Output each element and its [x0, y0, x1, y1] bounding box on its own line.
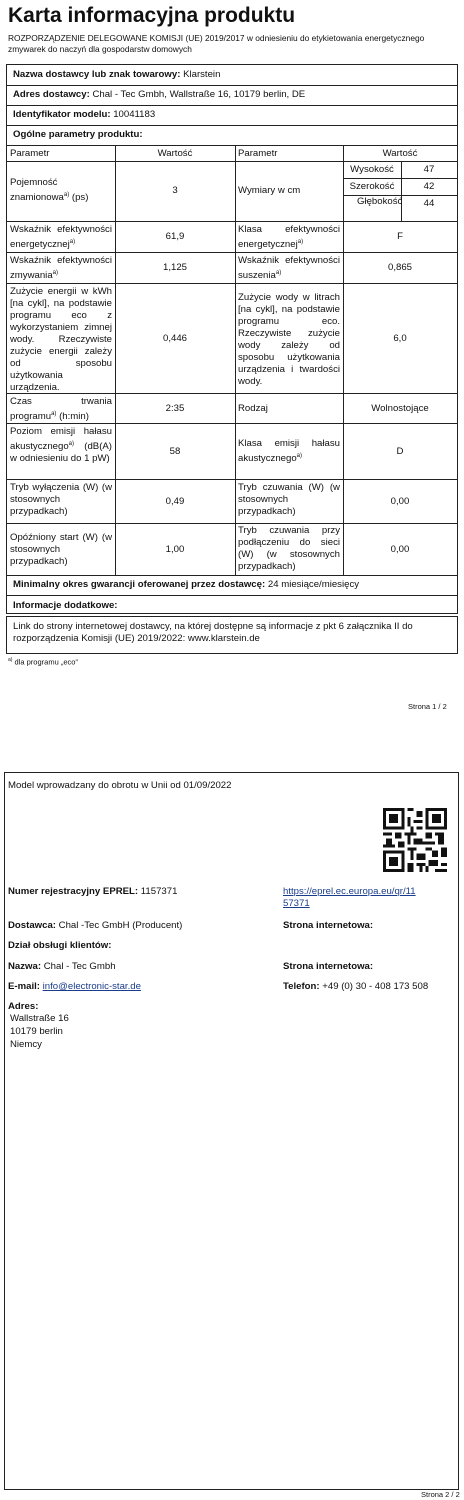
model-label: Identyfikator modelu:: [13, 109, 111, 120]
delay-start-label: Opóźniony start (W) (w stosownych przypadkach): [10, 532, 112, 567]
qr-code-icon: [383, 808, 447, 872]
type-label: Rodzaj: [238, 403, 268, 414]
address-label-2: Adres:: [8, 1001, 39, 1012]
capacity-label: Pojemność znamionowa$^{a)}$ (ps): [10, 177, 89, 204]
energy-consumption-value: 0,446: [162, 333, 187, 344]
page-title: Karta informacyjna produktu: [8, 4, 296, 27]
header-value-2: Wartość: [382, 148, 418, 159]
cleaning-index-label: Wskaźnik efektywności zmywania$^{a)}$: [10, 255, 112, 282]
noise-class-label: Klasa emisji hałasu akustycznego$^{a)}$: [238, 438, 340, 465]
address-line-3: Niemcy: [10, 1039, 42, 1050]
standby-label: Tryb czuwania (W) (w stosownych przypadkach): [238, 482, 340, 517]
general-params-heading: Ogólne parametry produktu:: [13, 129, 143, 140]
supplier-label: Nazwa dostawcy lub znak towarowy:: [13, 69, 181, 80]
supplier-row-2: [8, 920, 182, 932]
website-label-1: Strona internetowa:: [283, 920, 374, 931]
market-intro: Model wprowadzany do obrotu w Unii od 01/09/2022: [8, 780, 232, 791]
regulation-subtitle: ROZPORZĄDZENIE DELEGOWANE KOMISJI (UE) 2019/2017 w odniesieniu do etykietowania energetycznego zmywarek do naczyń dla gospodarstw domowych: [8, 33, 425, 54]
energy-class-label: Klasa efektywności energetycznej$^{a)}$: [238, 224, 340, 251]
service-name-label: Nazwa:: [8, 961, 42, 972]
email-link[interactable]: info@electronic-star.de: [42, 981, 141, 992]
footnote: $^{a)}$ dla programu „eco”: [8, 657, 78, 667]
capacity-value: 3: [172, 185, 178, 196]
eprel-link[interactable]: https://eprel.ec.europa.eu/qr/11 57371: [283, 886, 416, 909]
phone-value: +49 (0) 30 - 408 173 508: [322, 981, 429, 992]
phone-row: [283, 981, 428, 993]
customer-service-heading: Dział obsługi klientów:: [8, 940, 112, 951]
page2-frame: [4, 772, 459, 1490]
cleaning-index-value: 1,125: [162, 262, 187, 273]
network-standby-value: 0,00: [390, 544, 410, 555]
supplier-value-2: Chal -Tec GmbH (Producent): [58, 920, 183, 931]
header-param-1: Parametr: [10, 148, 50, 159]
address-label: Adres dostawcy:: [13, 89, 90, 100]
eprel-label: Numer rejestracyjny EPREL:: [8, 886, 139, 897]
drying-index-value: 0,865: [387, 262, 412, 273]
height-label: Wysokość: [350, 164, 394, 175]
supplier-value: Klarstein: [183, 69, 221, 80]
off-mode-label: Tryb wyłączenia (W) (w stosownych przypadkach): [10, 482, 112, 517]
supplier-label-2: Dostawca:: [8, 920, 56, 931]
additional-info-box: [6, 616, 458, 654]
noise-class-value: D: [396, 446, 404, 457]
email-row: [8, 981, 141, 993]
noise-emission-label: Poziom emisji hałasu akustycznego$^{a)}$ (dB(A) w odniesieniu do 1 pW): [10, 426, 112, 465]
address-value: Chal - Tec Gmbh, Wallstraße 16, 10179 berlin, DE: [92, 89, 306, 100]
depth-label: Głębokość: [357, 196, 403, 207]
header-value-1: Wartość: [157, 148, 193, 159]
eprel-value: 1157371: [140, 886, 178, 897]
warranty-row: [10, 579, 450, 591]
off-mode-value: 0,49: [165, 496, 185, 507]
width-label: Szerokość: [349, 181, 395, 192]
website-label-2: Strona internetowa:: [283, 961, 374, 972]
supplier-row: [10, 69, 450, 81]
noise-emission-value: 58: [169, 446, 181, 457]
eei-value: 61,9: [165, 231, 185, 242]
model-value: 10041183: [113, 109, 156, 120]
water-consumption-value: 6,0: [393, 333, 407, 344]
address-line-1: Wallstraße 16: [10, 1013, 69, 1024]
network-standby-label: Tryb czuwania przy podłączeniu do sieci (W) (w stosownych przypadkach): [238, 525, 340, 572]
page-number-1: Strona 1 / 2: [408, 702, 447, 711]
delay-start-value: 1,00: [165, 544, 185, 555]
energy-class-value: F: [397, 231, 403, 242]
energy-consumption-label: Zużycie energii w kWh [na cykl], na podstawie programu eco z wykorzystaniem zimnej wody. Rzeczywiste zużycie energii zależy od sposobu użytkowania urządzenia.: [10, 286, 112, 393]
model-row: [10, 109, 450, 121]
warranty-label: Minimalny okres gwarancji oferowanej przez dostawcę:: [13, 579, 266, 590]
service-name-row: [8, 961, 116, 973]
width-value: 42: [423, 181, 435, 192]
standby-value: 0,00: [390, 496, 410, 507]
address-line-2: 10179 berlin: [10, 1026, 63, 1037]
header-param-2: Parametr: [238, 148, 278, 159]
dimensions-label: Wymiary w cm: [238, 185, 301, 196]
product-info-table: [6, 64, 458, 614]
service-name-value: Chal - Tec Gmbh: [43, 961, 116, 972]
drying-index-label: Wskaźnik efektywności suszenia$^{a)}$: [238, 255, 340, 282]
type-value: Wolnostojące: [371, 403, 429, 414]
page-number-2: Strona 2 / 2: [421, 1490, 460, 1499]
address-row: [10, 89, 450, 101]
program-duration-value: 2:35: [165, 403, 185, 414]
additional-info-text: Link do strony internetowej dostawcy, na której dostępne są informacje z pkt 6 załącznika II do rozporządzenia Komisji (UE) 2019/2022: www.klarstein.de: [13, 621, 413, 644]
email-label: E-mail:: [8, 981, 40, 992]
height-value: 47: [423, 164, 435, 175]
phone-label: Telefon:: [283, 981, 320, 992]
additional-info-heading: Informacje dodatkowe:: [13, 600, 118, 611]
water-consumption-label: Zużycie wody w litrach [na cykl], na podstawie programu eco. Rzeczywiste zużycie wody zależy od sposobu użytkowania urządzenia i twardości wody.: [238, 292, 340, 387]
depth-value: 44: [423, 198, 435, 209]
eprel-row: [8, 886, 177, 898]
warranty-value: 24 miesiące/miesięcy: [267, 579, 360, 590]
eei-label: Wskaźnik efektywności energetycznej$^{a)}$: [10, 224, 112, 251]
program-duration-label: Czas trwania programu$^{a)}$ (h:min): [10, 396, 112, 423]
